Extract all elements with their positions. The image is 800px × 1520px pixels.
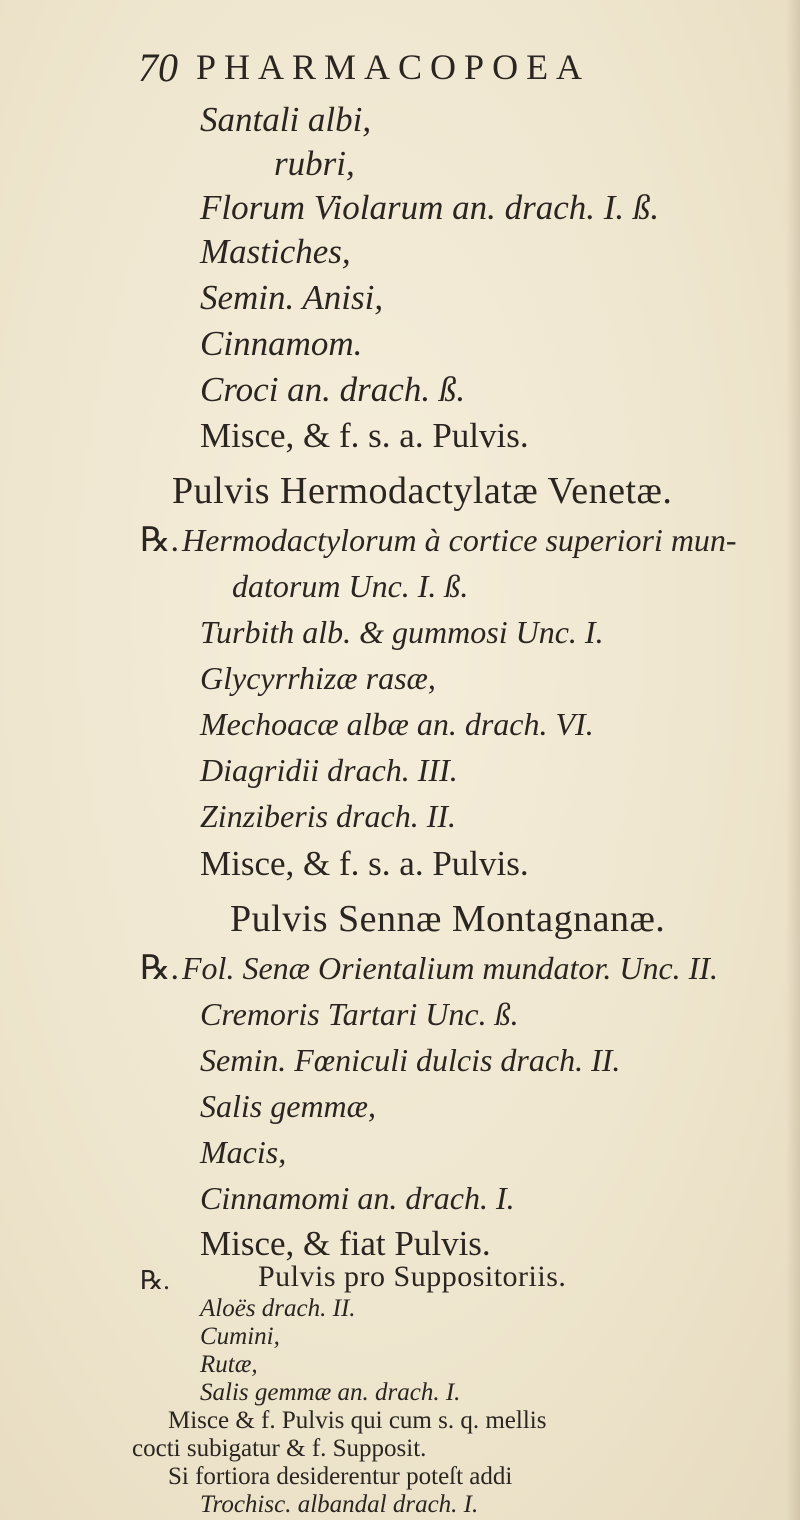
section-heading: Pulvis pro Suppositoriis.: [258, 1260, 567, 1293]
text-line: Mechoacæ albæ an. drach. VI.: [200, 706, 594, 742]
text-line: Mastiches,: [200, 232, 351, 271]
text-line: Cinnamom.: [200, 324, 363, 363]
text-line: Semin. Anisi,: [200, 278, 384, 317]
running-title: PHARMACOPOEA: [196, 47, 591, 87]
recipe-symbol: ℞.: [140, 1266, 170, 1295]
text-line: Salis gemmæ an. drach. I.: [200, 1379, 461, 1406]
text-line: Aloës drach. II.: [200, 1295, 356, 1322]
text-line: Fol. Senæ Orientalium mundator. Unc. II.: [182, 950, 718, 986]
text-line: Santali albi,: [200, 100, 372, 139]
text-line: Glycyrrhizæ rasæ,: [200, 660, 436, 696]
text-line: cocti subigatur & f. Supposit.: [132, 1435, 427, 1462]
text-line: Zinziberis drach. II.: [200, 798, 456, 834]
section-heading: Pulvis Sennæ Montagnanæ.: [230, 898, 666, 940]
text-line: datorum Unc. I. ß.: [232, 568, 469, 604]
text-line: Trochisc. albandal drach. I.: [200, 1491, 479, 1518]
section-heading: Pulvis Hermodactylatæ Venetæ.: [172, 470, 673, 512]
text-line: Diagridii drach. III.: [200, 752, 458, 788]
text-line: Si fortiora desiderentur poteſt addi: [168, 1463, 513, 1490]
text-line: Misce & f. Pulvis qui cum s. q. mellis: [168, 1407, 547, 1434]
text-line: rubri,: [274, 144, 355, 183]
text-line: Semin. Fœniculi dulcis drach. II.: [200, 1042, 621, 1078]
text-line: Misce, & f. s. a. Pulvis.: [200, 844, 529, 883]
page-edge-shadow: [786, 0, 800, 1520]
text-line: Cremoris Tartari Unc. ß.: [200, 996, 519, 1032]
text-line: Rutæ,: [200, 1351, 258, 1378]
text-line: Salis gemmæ,: [200, 1088, 376, 1124]
text-line: Cinnamomi an. drach. I.: [200, 1180, 515, 1216]
text-line: Croci an. drach. ß.: [200, 370, 466, 409]
text-line: Turbith alb. & gummosi Unc. I.: [200, 614, 604, 650]
text-line: Misce, & fiat Pulvis.: [200, 1224, 491, 1263]
text-line: Cumini,: [200, 1323, 280, 1350]
recipe-symbol: ℞.: [140, 950, 179, 987]
text-line: Misce, & f. s. a. Pulvis.: [200, 416, 529, 455]
recipe-symbol: ℞.: [140, 522, 179, 559]
text-line: Macis,: [200, 1134, 287, 1170]
page-number: 70: [138, 45, 178, 90]
text-line: Hermodactylorum à cortice superiori mun-: [182, 522, 737, 558]
text-line: Florum Violarum an. drach. I. ß.: [200, 188, 660, 227]
